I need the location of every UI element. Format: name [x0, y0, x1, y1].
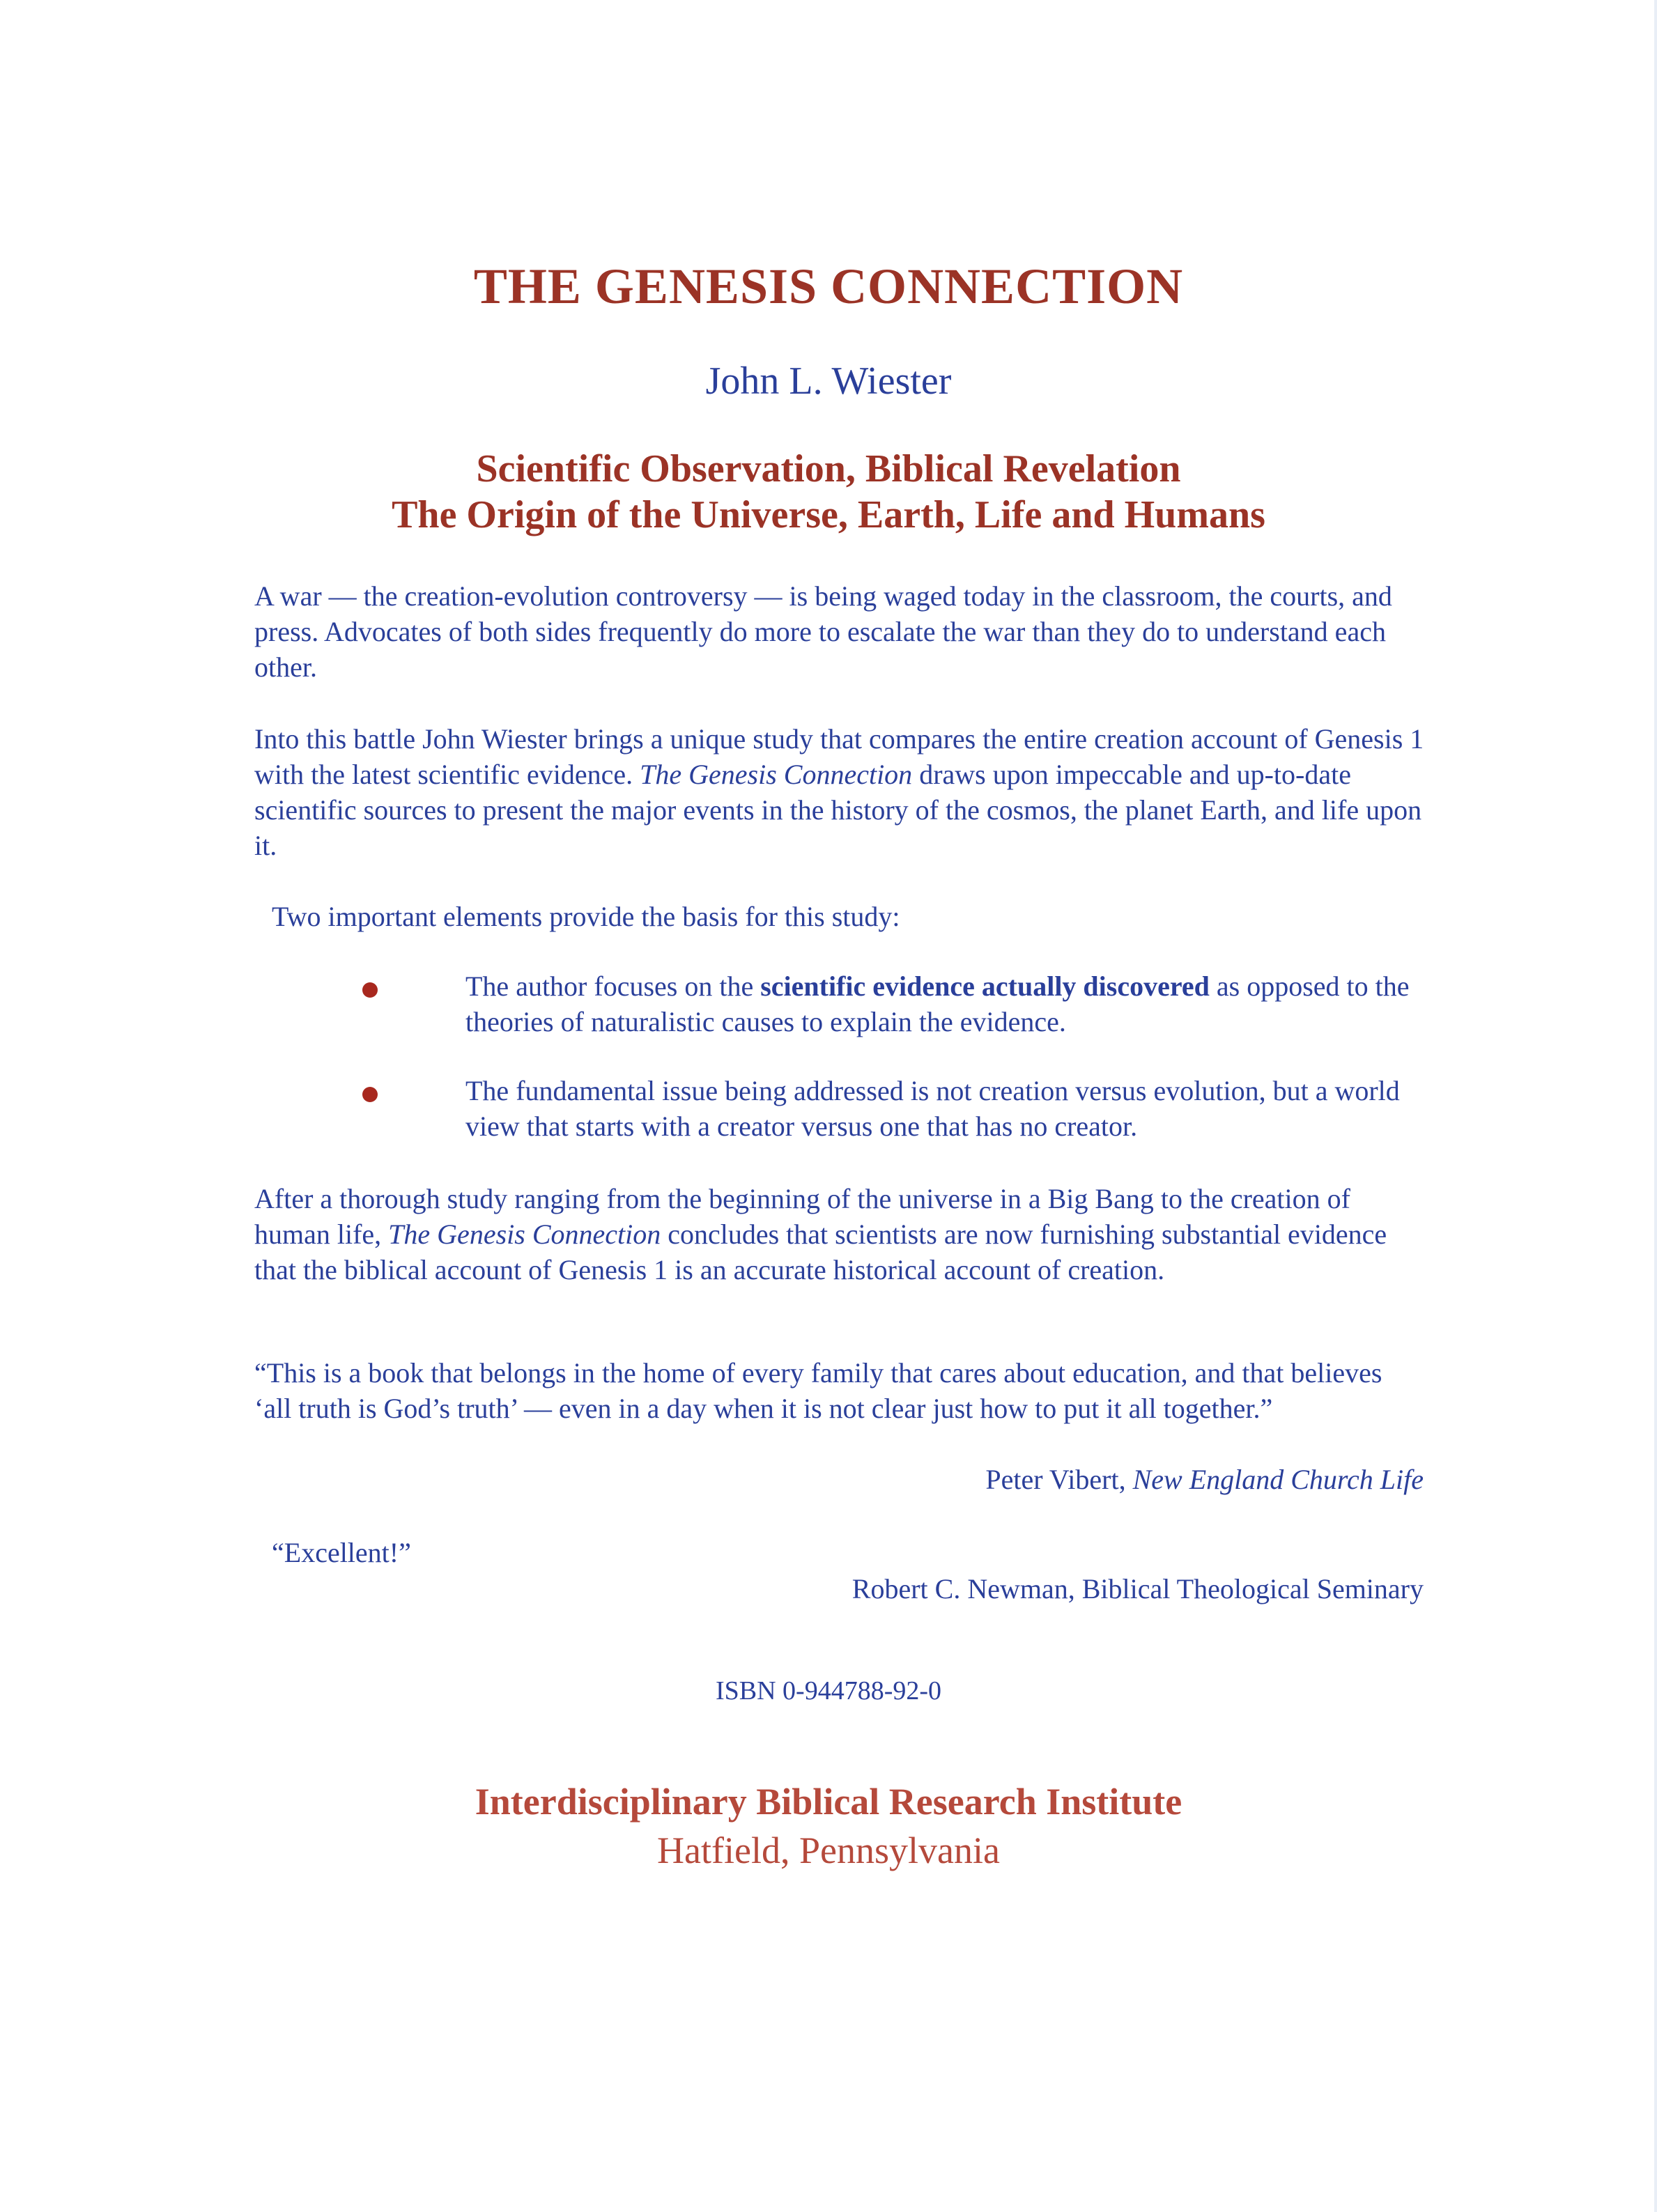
conclusion-start: After a thorough study ranging from the beginning of the universe in a Big Bang to the creation of human life, — [254, 1183, 1350, 1250]
bullet-1-emphasis: scientific evidence actually discovered — [760, 970, 1210, 1002]
conclusion-paragraph — [254, 1181, 1425, 1287]
author-name: John L. Wiester — [705, 359, 952, 403]
publisher-name: Interdisciplinary Biblical Research Institute — [475, 1781, 1182, 1823]
bullet-dot-icon — [362, 982, 378, 998]
bullet-dot-icon — [362, 1087, 378, 1102]
conclusion-end: concludes that scientists are now furnishing substantial evidence that the biblical account of Genesis 1 is an accurate historical account of creation. — [254, 1219, 1387, 1285]
bullet-item-1 — [465, 968, 1427, 1039]
elements-intro: Two important elements provide the basis for this study: — [272, 901, 900, 932]
study-paragraph-end: draws upon impeccable and up-to-date scientific sources to present the major events in the history of the cosmos, the planet Earth, and life upon it. — [254, 759, 1422, 861]
study-paragraph-start: Into this battle John Wiester brings a unique study that compares the entire creation account of Genesis 1 with the latest scientific evidence. — [254, 723, 1424, 790]
book-subtitle — [0, 446, 1657, 538]
page-edge-shadow — [1654, 0, 1657, 2212]
review-quote-1: “This is a book that belongs in the home of every family that cares about education, and that believes ‘all truth is God’s truth’ — even in a day when it is not clear just how to put it all together.” — [254, 1357, 1382, 1424]
isbn-number: ISBN 0-944788-92-0 — [715, 1676, 942, 1706]
subtitle-line-2: The Origin of the Universe, Earth, Life and Humans — [392, 493, 1265, 536]
intro-paragraph: A war — the creation-evolution controversy — is being waged today in the classroom, the courts, and press. Advocates of both sides frequently do more to escalate the war than they do to understand each other. — [254, 580, 1392, 683]
study-paragraph-book-title: The Genesis Connection — [640, 759, 913, 790]
conclusion-book-title: The Genesis Connection — [388, 1219, 661, 1250]
review-quote-2: “Excellent!” — [272, 1537, 411, 1568]
bullet-1-start: The author focuses on the — [465, 970, 761, 1002]
review-attribution-2: Robert C. Newman, Biblical Theological Seminary — [851, 1573, 1424, 1604]
study-paragraph — [254, 721, 1425, 863]
attribution-1-name: Peter Vibert, — [985, 1464, 1133, 1495]
publisher-location: Hatfield, Pennsylvania — [657, 1830, 1000, 1871]
attribution-1-source: New England Church Life — [1132, 1464, 1424, 1495]
subtitle-line-1: Scientific Observation, Biblical Revelation — [476, 447, 1181, 490]
book-title: THE GENESIS CONNECTION — [473, 258, 1184, 314]
bullet-item-2: The fundamental issue being addressed is not creation versus evolution, but a world view that starts with a creator versus one that has no creator. — [465, 1075, 1400, 1142]
bullet-1-end: as opposed to the theories of naturalistic causes to explain the evidence. — [465, 970, 1410, 1037]
review-attribution-1 — [985, 1463, 1424, 1496]
